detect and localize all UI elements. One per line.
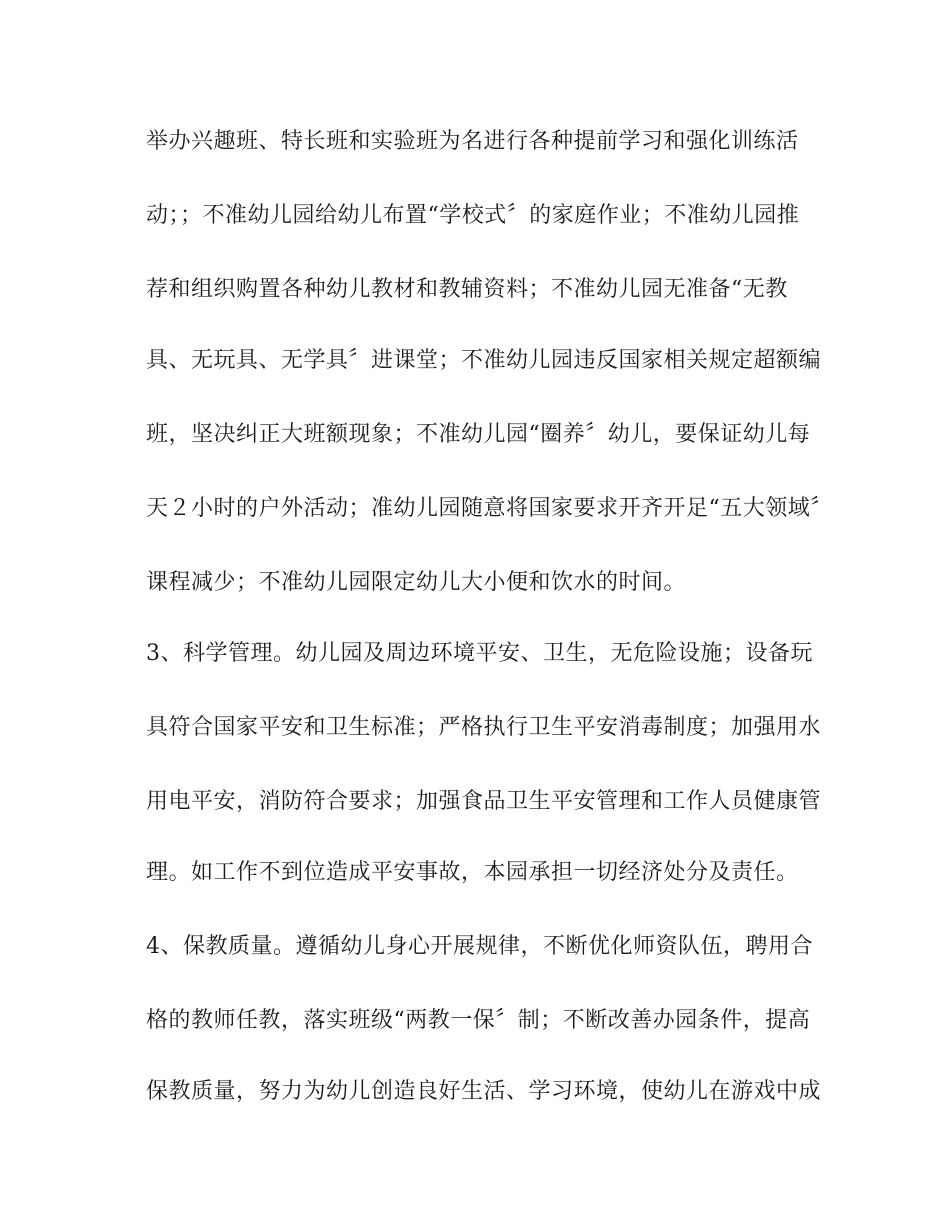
section-line: 3、科学管理。幼儿园及周边环境平安、卫生，无危险设施；设备玩: [146, 641, 813, 666]
text-line: 用电平安，消防符合要求；加强食品卫生平安管理和工作人员健康管: [146, 789, 822, 814]
section-line: 4、保教质量。遵循幼儿身心开展规律，不断优化师资队伍，聘用合: [146, 934, 813, 959]
text-line: 保教质量，努力为幼儿创造良好生活、学习环境，使幼儿在游戏中成: [146, 1079, 822, 1104]
text-line: 举办兴趣班、特长班和实验班为名进行各种提前学习和强化训练活: [146, 129, 799, 154]
text-line: 具符合国家平安和卫生标准；严格执行卫生平安消毒制度；加强用水: [146, 715, 822, 740]
text-line: 班，坚决纠正大班额现象；不准幼儿园“圈养〞幼儿，要保证幼儿每: [146, 422, 811, 447]
text-line: 荐和组织购置各种幼儿教材和教辅资料；不准幼儿园无准备“无教: [146, 277, 788, 302]
text-line: 具、无玩具、无学具〞进课堂；不准幼儿园违反国家相关规定超额编: [146, 348, 822, 373]
text-line: 格的教师任教，落实班级“两教一保〞制；不断改善办园条件，提高: [146, 1008, 811, 1033]
text-line: 理。如工作不到位造成平安事故，本园承担一切经济处分及责任。: [146, 860, 799, 885]
text-line: 天２小时的户外活动；准幼儿园随意将国家要求开齐开足“五大领域〞: [146, 496, 833, 521]
text-line: 动；；不准幼儿园给幼儿布置“学校式〞的家庭作业；不准幼儿园推: [146, 203, 800, 228]
text-line: 课程减少；不准幼儿园限定幼儿大小便和饮水的时间。: [146, 570, 687, 595]
